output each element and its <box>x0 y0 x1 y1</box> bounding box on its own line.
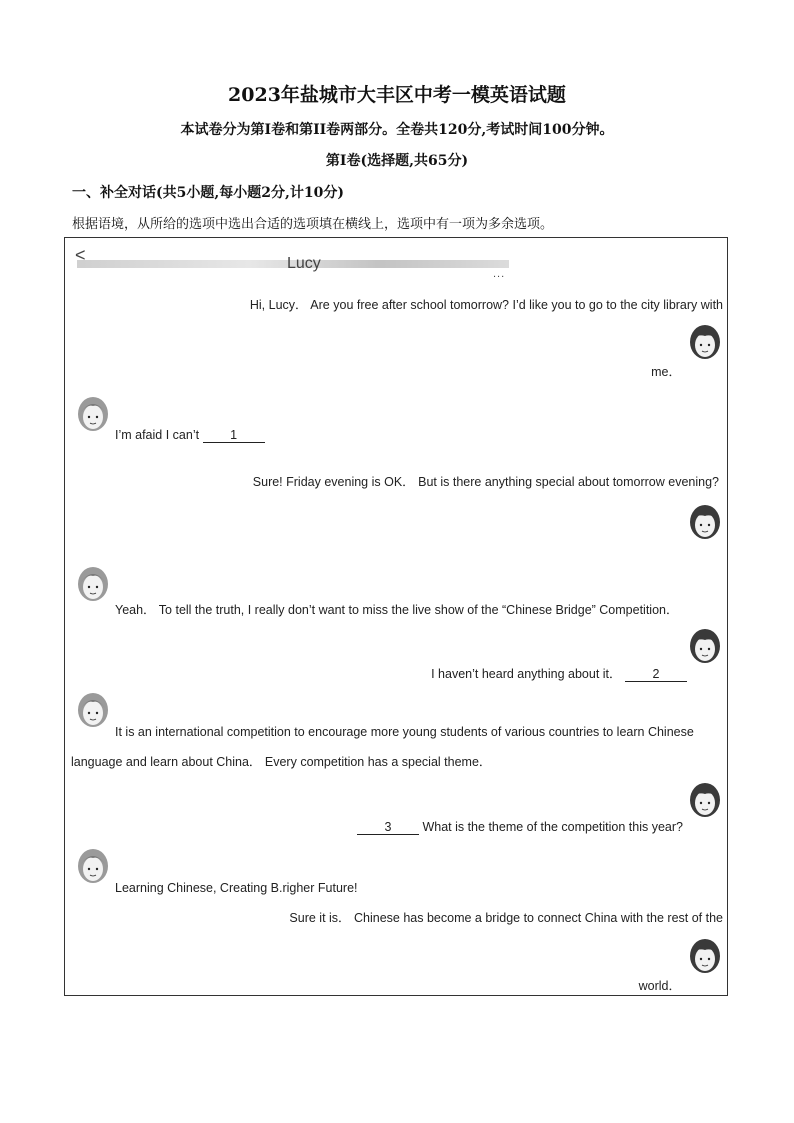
girl-avatar-icon <box>685 624 725 670</box>
message-1-line-2: me． <box>651 365 681 379</box>
girl-avatar-icon <box>685 778 725 824</box>
answer-blank-3[interactable]: 3 <box>357 821 419 835</box>
section-title: 一、补全对话(共5小题,每小题2分,计10分) <box>72 185 344 201</box>
chat-screenshot-box <box>64 237 728 996</box>
girl-avatar-curly-icon <box>73 844 113 890</box>
message-1-line-1: Hi, Lucy． Are you free after school tomorrow? I’d like you to go to the city library with <box>249 298 723 312</box>
girl-avatar-icon <box>685 320 725 366</box>
back-arrow-icon[interactable]: < <box>75 245 86 265</box>
answer-blank-2[interactable]: 2 <box>625 668 687 682</box>
message-5 <box>431 664 687 682</box>
message-2 <box>115 428 265 443</box>
message-6-line-2: language and learn about China． Every competition has a special theme． <box>71 755 492 769</box>
message-7 <box>357 820 683 835</box>
message-6-line-1: It is an international competition to encourage more young students of various countries to learn Chinese <box>115 725 694 739</box>
message-3: Sure! Friday evening is OK． But is there anything special about tomorrow evening? <box>252 475 719 489</box>
instruction-text: 根据语境，从所给的选项中选出合适的选项填在横线上，选项中有一项为多余选项。 <box>72 217 554 232</box>
message-9-line-2: world． <box>638 979 681 993</box>
exam-subtitle: 本试卷分为第I卷和第II卷两部分。全卷共120分,考试时间100分钟。 <box>180 122 614 138</box>
more-options-icon[interactable]: ... <box>493 268 506 280</box>
part-title: 第I卷(选择题,共65分) <box>325 153 469 169</box>
message-9-line-1: Sure it is． Chinese has become a bridge to connect China with the rest of the <box>289 911 723 925</box>
girl-avatar-icon <box>685 500 725 546</box>
girl-avatar-curly-icon <box>73 562 113 608</box>
answer-blank-1[interactable]: 1 <box>203 429 265 443</box>
chat-window <box>65 238 729 997</box>
exam-title: 2023年盐城市大丰区中考一模英语试题 <box>228 84 566 106</box>
contact-name: Lucy <box>287 255 321 272</box>
message-2-text: I’m afaid I can’t <box>115 428 203 442</box>
message-7-text: What is the theme of the competition this year? <box>418 820 683 834</box>
girl-avatar-icon <box>685 934 725 980</box>
message-4: Yeah． To tell the truth, I really don’t want to miss the live show of the “Chinese Bridge” Competition． <box>115 603 679 617</box>
message-8: Learning Chinese, Creating B.righer Future! <box>115 881 358 895</box>
girl-avatar-curly-icon <box>73 688 113 734</box>
message-5-text: I haven’t heard anything about it． <box>431 667 622 681</box>
girl-avatar-curly-icon <box>73 392 113 438</box>
